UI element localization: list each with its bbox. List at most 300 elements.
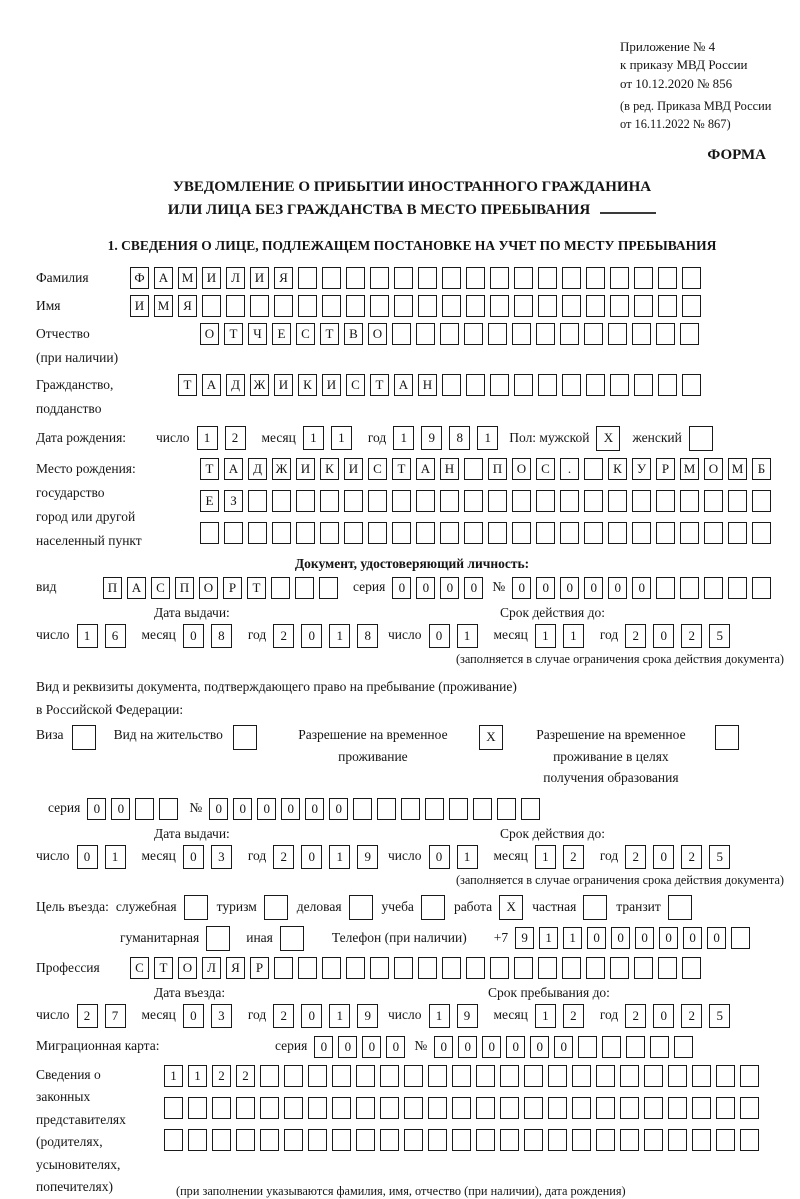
char-box[interactable]: [632, 323, 651, 345]
char-box[interactable]: 1: [303, 426, 324, 450]
char-box[interactable]: [452, 1129, 471, 1151]
char-box[interactable]: Р: [223, 577, 242, 599]
char-box[interactable]: [752, 577, 771, 599]
char-box[interactable]: 0: [554, 1036, 573, 1058]
char-box[interactable]: 2: [625, 845, 646, 869]
char-box[interactable]: [394, 267, 413, 289]
birth-place-row-2[interactable]: [200, 489, 776, 512]
char-box[interactable]: [680, 577, 699, 599]
char-box[interactable]: [72, 725, 96, 750]
purpose-tourism-checkbox[interactable]: [264, 894, 288, 920]
char-box[interactable]: [524, 1065, 543, 1087]
char-box[interactable]: [632, 490, 651, 512]
char-box[interactable]: 2: [225, 426, 246, 450]
char-box[interactable]: [500, 1065, 519, 1087]
char-box[interactable]: [356, 1065, 375, 1087]
given-name-boxes[interactable]: [130, 294, 706, 317]
char-box[interactable]: К: [608, 458, 627, 480]
phone-boxes[interactable]: [515, 926, 755, 949]
rvp-expiry-year-boxes[interactable]: [625, 844, 737, 869]
char-box[interactable]: [682, 295, 701, 317]
char-box[interactable]: [656, 522, 675, 544]
stay-month-boxes[interactable]: [535, 1003, 591, 1028]
char-box[interactable]: 9: [421, 426, 442, 450]
char-box[interactable]: 1: [563, 624, 584, 648]
char-box[interactable]: [626, 1036, 645, 1058]
char-box[interactable]: [704, 522, 723, 544]
char-box[interactable]: 0: [429, 845, 450, 869]
char-box[interactable]: 0: [608, 577, 627, 599]
char-box[interactable]: [346, 957, 365, 979]
char-box[interactable]: [500, 1129, 519, 1151]
char-box[interactable]: [298, 295, 317, 317]
char-box[interactable]: [200, 522, 219, 544]
char-box[interactable]: [380, 1097, 399, 1119]
char-box[interactable]: [308, 1097, 327, 1119]
doc-issue-year-boxes[interactable]: [273, 623, 385, 648]
purpose-business-checkbox[interactable]: [349, 894, 373, 920]
char-box[interactable]: 0: [257, 798, 276, 820]
char-box[interactable]: [521, 798, 540, 820]
char-box[interactable]: 1: [563, 927, 582, 949]
char-box[interactable]: 7: [105, 1004, 126, 1028]
doc-expiry-day-boxes[interactable]: [429, 623, 485, 648]
char-box[interactable]: У: [632, 458, 651, 480]
char-box[interactable]: [418, 267, 437, 289]
char-box[interactable]: [731, 927, 750, 949]
char-box[interactable]: [572, 1129, 591, 1151]
char-box[interactable]: П: [103, 577, 122, 599]
char-box[interactable]: [377, 798, 396, 820]
char-box[interactable]: М: [154, 295, 173, 317]
birth-day-boxes[interactable]: [197, 425, 253, 450]
char-box[interactable]: [682, 957, 701, 979]
char-box[interactable]: [728, 522, 747, 544]
char-box[interactable]: 2: [273, 624, 294, 648]
char-box[interactable]: [394, 295, 413, 317]
char-box[interactable]: [514, 957, 533, 979]
char-box[interactable]: 2: [681, 624, 702, 648]
char-box[interactable]: П: [488, 458, 507, 480]
char-box[interactable]: [418, 295, 437, 317]
char-box[interactable]: 0: [560, 577, 579, 599]
char-box[interactable]: Т: [154, 957, 173, 979]
char-box[interactable]: [206, 926, 230, 951]
char-box[interactable]: 8: [449, 426, 470, 450]
char-box[interactable]: [344, 522, 363, 544]
char-box[interactable]: [538, 374, 557, 396]
char-box[interactable]: 0: [183, 1004, 204, 1028]
char-box[interactable]: 1: [329, 1004, 350, 1028]
char-box[interactable]: С: [536, 458, 555, 480]
char-box[interactable]: [668, 1129, 687, 1151]
doc-series-boxes[interactable]: [392, 576, 488, 599]
residence-permit-checkbox[interactable]: [233, 724, 257, 750]
char-box[interactable]: 0: [183, 845, 204, 869]
char-box[interactable]: [490, 374, 509, 396]
char-box[interactable]: [548, 1097, 567, 1119]
char-box[interactable]: [536, 490, 555, 512]
char-box[interactable]: [418, 957, 437, 979]
profession-boxes[interactable]: [130, 956, 706, 979]
char-box[interactable]: [260, 1065, 279, 1087]
char-box[interactable]: [164, 1097, 183, 1119]
visa-checkbox[interactable]: [72, 724, 96, 750]
char-box[interactable]: 1: [457, 845, 478, 869]
char-box[interactable]: 0: [314, 1036, 333, 1058]
char-box[interactable]: Е: [272, 323, 291, 345]
doc-issue-month-boxes[interactable]: [183, 623, 239, 648]
char-box[interactable]: [620, 1097, 639, 1119]
char-box[interactable]: И: [130, 295, 149, 317]
char-box[interactable]: [202, 295, 221, 317]
char-box[interactable]: [296, 490, 315, 512]
char-box[interactable]: А: [127, 577, 146, 599]
birth-place-row-1[interactable]: [200, 457, 776, 480]
char-box[interactable]: Л: [202, 957, 221, 979]
char-box[interactable]: [514, 267, 533, 289]
char-box[interactable]: [401, 798, 420, 820]
char-box[interactable]: [224, 522, 243, 544]
char-box[interactable]: [634, 267, 653, 289]
char-box[interactable]: [562, 267, 581, 289]
char-box[interactable]: [560, 323, 579, 345]
purpose-official-checkbox[interactable]: [184, 894, 208, 920]
char-box[interactable]: 0: [653, 624, 674, 648]
representatives-row-3[interactable]: [164, 1128, 764, 1151]
char-box[interactable]: 2: [681, 1004, 702, 1028]
char-box[interactable]: [188, 1097, 207, 1119]
rvp-expiry-day-boxes[interactable]: [429, 844, 485, 869]
char-box[interactable]: [680, 522, 699, 544]
char-box[interactable]: 0: [434, 1036, 453, 1058]
char-box[interactable]: [476, 1065, 495, 1087]
migration-series-boxes[interactable]: [314, 1035, 410, 1058]
char-box[interactable]: [538, 267, 557, 289]
char-box[interactable]: [476, 1129, 495, 1151]
char-box[interactable]: [442, 957, 461, 979]
char-box[interactable]: [332, 1129, 351, 1151]
char-box[interactable]: 0: [429, 624, 450, 648]
char-box[interactable]: [226, 295, 245, 317]
char-box[interactable]: 0: [209, 798, 228, 820]
char-box[interactable]: [284, 1129, 303, 1151]
char-box[interactable]: Т: [320, 323, 339, 345]
char-box[interactable]: 0: [482, 1036, 501, 1058]
sex-female-checkbox[interactable]: [689, 425, 713, 451]
char-box[interactable]: [634, 295, 653, 317]
char-box[interactable]: [322, 957, 341, 979]
char-box[interactable]: О: [199, 577, 218, 599]
char-box[interactable]: 1: [329, 845, 350, 869]
purpose-other-checkbox[interactable]: [280, 925, 304, 951]
char-box[interactable]: 2: [212, 1065, 231, 1087]
entry-year-boxes[interactable]: [273, 1003, 385, 1028]
char-box[interactable]: [692, 1097, 711, 1119]
char-box[interactable]: [658, 374, 677, 396]
char-box[interactable]: [284, 1097, 303, 1119]
char-box[interactable]: [449, 798, 468, 820]
char-box[interactable]: [560, 490, 579, 512]
char-box[interactable]: 2: [681, 845, 702, 869]
char-box[interactable]: [584, 458, 603, 480]
char-box[interactable]: [584, 490, 603, 512]
citizenship-boxes[interactable]: [178, 373, 706, 396]
char-box[interactable]: [464, 490, 483, 512]
char-box[interactable]: [716, 1097, 735, 1119]
char-box[interactable]: С: [151, 577, 170, 599]
char-box[interactable]: А: [202, 374, 221, 396]
char-box[interactable]: 0: [587, 927, 606, 949]
char-box[interactable]: И: [250, 267, 269, 289]
char-box[interactable]: [416, 490, 435, 512]
char-box[interactable]: [596, 1129, 615, 1151]
char-box[interactable]: [332, 1097, 351, 1119]
char-box[interactable]: 0: [233, 798, 252, 820]
char-box[interactable]: [308, 1129, 327, 1151]
char-box[interactable]: 0: [392, 577, 411, 599]
char-box[interactable]: [490, 295, 509, 317]
char-box[interactable]: 5: [709, 624, 730, 648]
char-box[interactable]: 0: [512, 577, 531, 599]
char-box[interactable]: [440, 490, 459, 512]
char-box[interactable]: 2: [625, 1004, 646, 1028]
char-box[interactable]: [538, 957, 557, 979]
char-box[interactable]: .: [560, 458, 579, 480]
char-box[interactable]: [466, 295, 485, 317]
rvp-issue-month-boxes[interactable]: [183, 844, 239, 869]
char-box[interactable]: 9: [357, 1004, 378, 1028]
char-box[interactable]: [356, 1097, 375, 1119]
char-box[interactable]: [248, 490, 267, 512]
char-box[interactable]: [644, 1097, 663, 1119]
char-box[interactable]: [428, 1065, 447, 1087]
char-box[interactable]: [500, 1097, 519, 1119]
char-box[interactable]: [586, 374, 605, 396]
char-box[interactable]: [740, 1097, 759, 1119]
char-box[interactable]: [608, 323, 627, 345]
char-box[interactable]: Р: [656, 458, 675, 480]
birth-month-boxes[interactable]: [303, 425, 359, 450]
rvp-series-boxes[interactable]: [87, 797, 183, 820]
char-box[interactable]: [610, 374, 629, 396]
char-box[interactable]: Я: [178, 295, 197, 317]
char-box[interactable]: [692, 1129, 711, 1151]
char-box[interactable]: 0: [301, 1004, 322, 1028]
migration-number-boxes[interactable]: [434, 1035, 698, 1058]
char-box[interactable]: Т: [178, 374, 197, 396]
char-box[interactable]: 6: [105, 624, 126, 648]
char-box[interactable]: О: [200, 323, 219, 345]
char-box[interactable]: [274, 295, 293, 317]
char-box[interactable]: [562, 374, 581, 396]
char-box[interactable]: [464, 323, 483, 345]
birth-year-boxes[interactable]: [393, 425, 505, 450]
char-box[interactable]: 2: [77, 1004, 98, 1028]
char-box[interactable]: [440, 323, 459, 345]
char-box[interactable]: X: [479, 725, 503, 750]
char-box[interactable]: [466, 957, 485, 979]
char-box[interactable]: [752, 490, 771, 512]
char-box[interactable]: 1: [105, 845, 126, 869]
char-box[interactable]: 8: [211, 624, 232, 648]
char-box[interactable]: [380, 1129, 399, 1151]
char-box[interactable]: П: [175, 577, 194, 599]
char-box[interactable]: 0: [416, 577, 435, 599]
char-box[interactable]: [236, 1097, 255, 1119]
char-box[interactable]: 8: [357, 624, 378, 648]
char-box[interactable]: Ч: [248, 323, 267, 345]
char-box[interactable]: 0: [632, 577, 651, 599]
char-box[interactable]: [658, 267, 677, 289]
char-box[interactable]: [490, 957, 509, 979]
char-box[interactable]: [332, 1065, 351, 1087]
char-box[interactable]: 1: [188, 1065, 207, 1087]
char-box[interactable]: 2: [625, 624, 646, 648]
char-box[interactable]: [404, 1065, 423, 1087]
char-box[interactable]: 0: [464, 577, 483, 599]
char-box[interactable]: [524, 1097, 543, 1119]
char-box[interactable]: 0: [329, 798, 348, 820]
char-box[interactable]: [368, 490, 387, 512]
char-box[interactable]: [596, 1097, 615, 1119]
char-box[interactable]: 1: [331, 426, 352, 450]
char-box[interactable]: [490, 267, 509, 289]
char-box[interactable]: 0: [659, 927, 678, 949]
char-box[interactable]: [295, 577, 314, 599]
char-box[interactable]: X: [499, 895, 523, 920]
char-box[interactable]: [689, 426, 713, 451]
char-box[interactable]: [596, 1065, 615, 1087]
char-box[interactable]: [380, 1065, 399, 1087]
char-box[interactable]: 9: [357, 845, 378, 869]
char-box[interactable]: [634, 374, 653, 396]
char-box[interactable]: 1: [535, 1004, 556, 1028]
char-box[interactable]: [680, 490, 699, 512]
char-box[interactable]: 0: [111, 798, 130, 820]
char-box[interactable]: Ж: [272, 458, 291, 480]
char-box[interactable]: [716, 1065, 735, 1087]
char-box[interactable]: [634, 957, 653, 979]
stay-year-boxes[interactable]: [625, 1003, 737, 1028]
char-box[interactable]: 0: [338, 1036, 357, 1058]
char-box[interactable]: [394, 957, 413, 979]
char-box[interactable]: 1: [329, 624, 350, 648]
stay-day-boxes[interactable]: [429, 1003, 485, 1028]
char-box[interactable]: [488, 522, 507, 544]
char-box[interactable]: [319, 577, 338, 599]
char-box[interactable]: В: [344, 323, 363, 345]
rvp-expiry-month-boxes[interactable]: [535, 844, 591, 869]
doc-expiry-year-boxes[interactable]: [625, 623, 737, 648]
char-box[interactable]: [704, 577, 723, 599]
char-box[interactable]: [452, 1065, 471, 1087]
char-box[interactable]: С: [296, 323, 315, 345]
char-box[interactable]: [264, 895, 288, 920]
char-box[interactable]: Н: [418, 374, 437, 396]
char-box[interactable]: [682, 267, 701, 289]
char-box[interactable]: А: [224, 458, 243, 480]
char-box[interactable]: [416, 522, 435, 544]
char-box[interactable]: А: [154, 267, 173, 289]
char-box[interactable]: [308, 1065, 327, 1087]
char-box[interactable]: [346, 295, 365, 317]
purpose-transit-checkbox[interactable]: [668, 894, 692, 920]
doc-number-boxes[interactable]: [512, 576, 776, 599]
char-box[interactable]: [428, 1129, 447, 1151]
char-box[interactable]: [562, 957, 581, 979]
char-box[interactable]: [473, 798, 492, 820]
char-box[interactable]: 1: [429, 1004, 450, 1028]
char-box[interactable]: 0: [301, 845, 322, 869]
char-box[interactable]: [440, 522, 459, 544]
char-box[interactable]: [135, 798, 154, 820]
char-box[interactable]: [610, 295, 629, 317]
sex-male-checkbox[interactable]: [596, 425, 620, 451]
char-box[interactable]: [560, 522, 579, 544]
char-box[interactable]: [466, 267, 485, 289]
char-box[interactable]: [562, 295, 581, 317]
char-box[interactable]: [421, 895, 445, 920]
char-box[interactable]: [512, 490, 531, 512]
char-box[interactable]: [644, 1065, 663, 1087]
char-box[interactable]: И: [344, 458, 363, 480]
char-box[interactable]: 1: [164, 1065, 183, 1087]
char-box[interactable]: [298, 957, 317, 979]
char-box[interactable]: [572, 1097, 591, 1119]
char-box[interactable]: [442, 374, 461, 396]
char-box[interactable]: О: [704, 458, 723, 480]
char-box[interactable]: [353, 798, 372, 820]
char-box[interactable]: [656, 577, 675, 599]
char-box[interactable]: [586, 267, 605, 289]
doc-expiry-month-boxes[interactable]: [535, 623, 591, 648]
representatives-row-2[interactable]: [164, 1096, 764, 1119]
char-box[interactable]: К: [320, 458, 339, 480]
char-box[interactable]: [538, 295, 557, 317]
char-box[interactable]: [260, 1097, 279, 1119]
char-box[interactable]: [668, 1097, 687, 1119]
char-box[interactable]: [464, 522, 483, 544]
char-box[interactable]: [346, 267, 365, 289]
char-box[interactable]: [524, 1129, 543, 1151]
char-box[interactable]: Л: [226, 267, 245, 289]
char-box[interactable]: [452, 1097, 471, 1119]
char-box[interactable]: [356, 1129, 375, 1151]
char-box[interactable]: М: [728, 458, 747, 480]
char-box[interactable]: О: [512, 458, 531, 480]
char-box[interactable]: [548, 1129, 567, 1151]
char-box[interactable]: [584, 323, 603, 345]
char-box[interactable]: [298, 267, 317, 289]
char-box[interactable]: [650, 1036, 669, 1058]
char-box[interactable]: М: [680, 458, 699, 480]
char-box[interactable]: [274, 957, 293, 979]
char-box[interactable]: 0: [77, 845, 98, 869]
char-box[interactable]: Н: [440, 458, 459, 480]
char-box[interactable]: 0: [584, 577, 603, 599]
char-box[interactable]: 1: [197, 426, 218, 450]
char-box[interactable]: 0: [683, 927, 702, 949]
birth-place-row-3[interactable]: [200, 521, 776, 544]
entry-month-boxes[interactable]: [183, 1003, 239, 1028]
char-box[interactable]: [284, 1065, 303, 1087]
char-box[interactable]: Т: [224, 323, 243, 345]
rvp-number-boxes[interactable]: [209, 797, 545, 820]
char-box[interactable]: А: [416, 458, 435, 480]
char-box[interactable]: 1: [457, 624, 478, 648]
char-box[interactable]: С: [346, 374, 365, 396]
